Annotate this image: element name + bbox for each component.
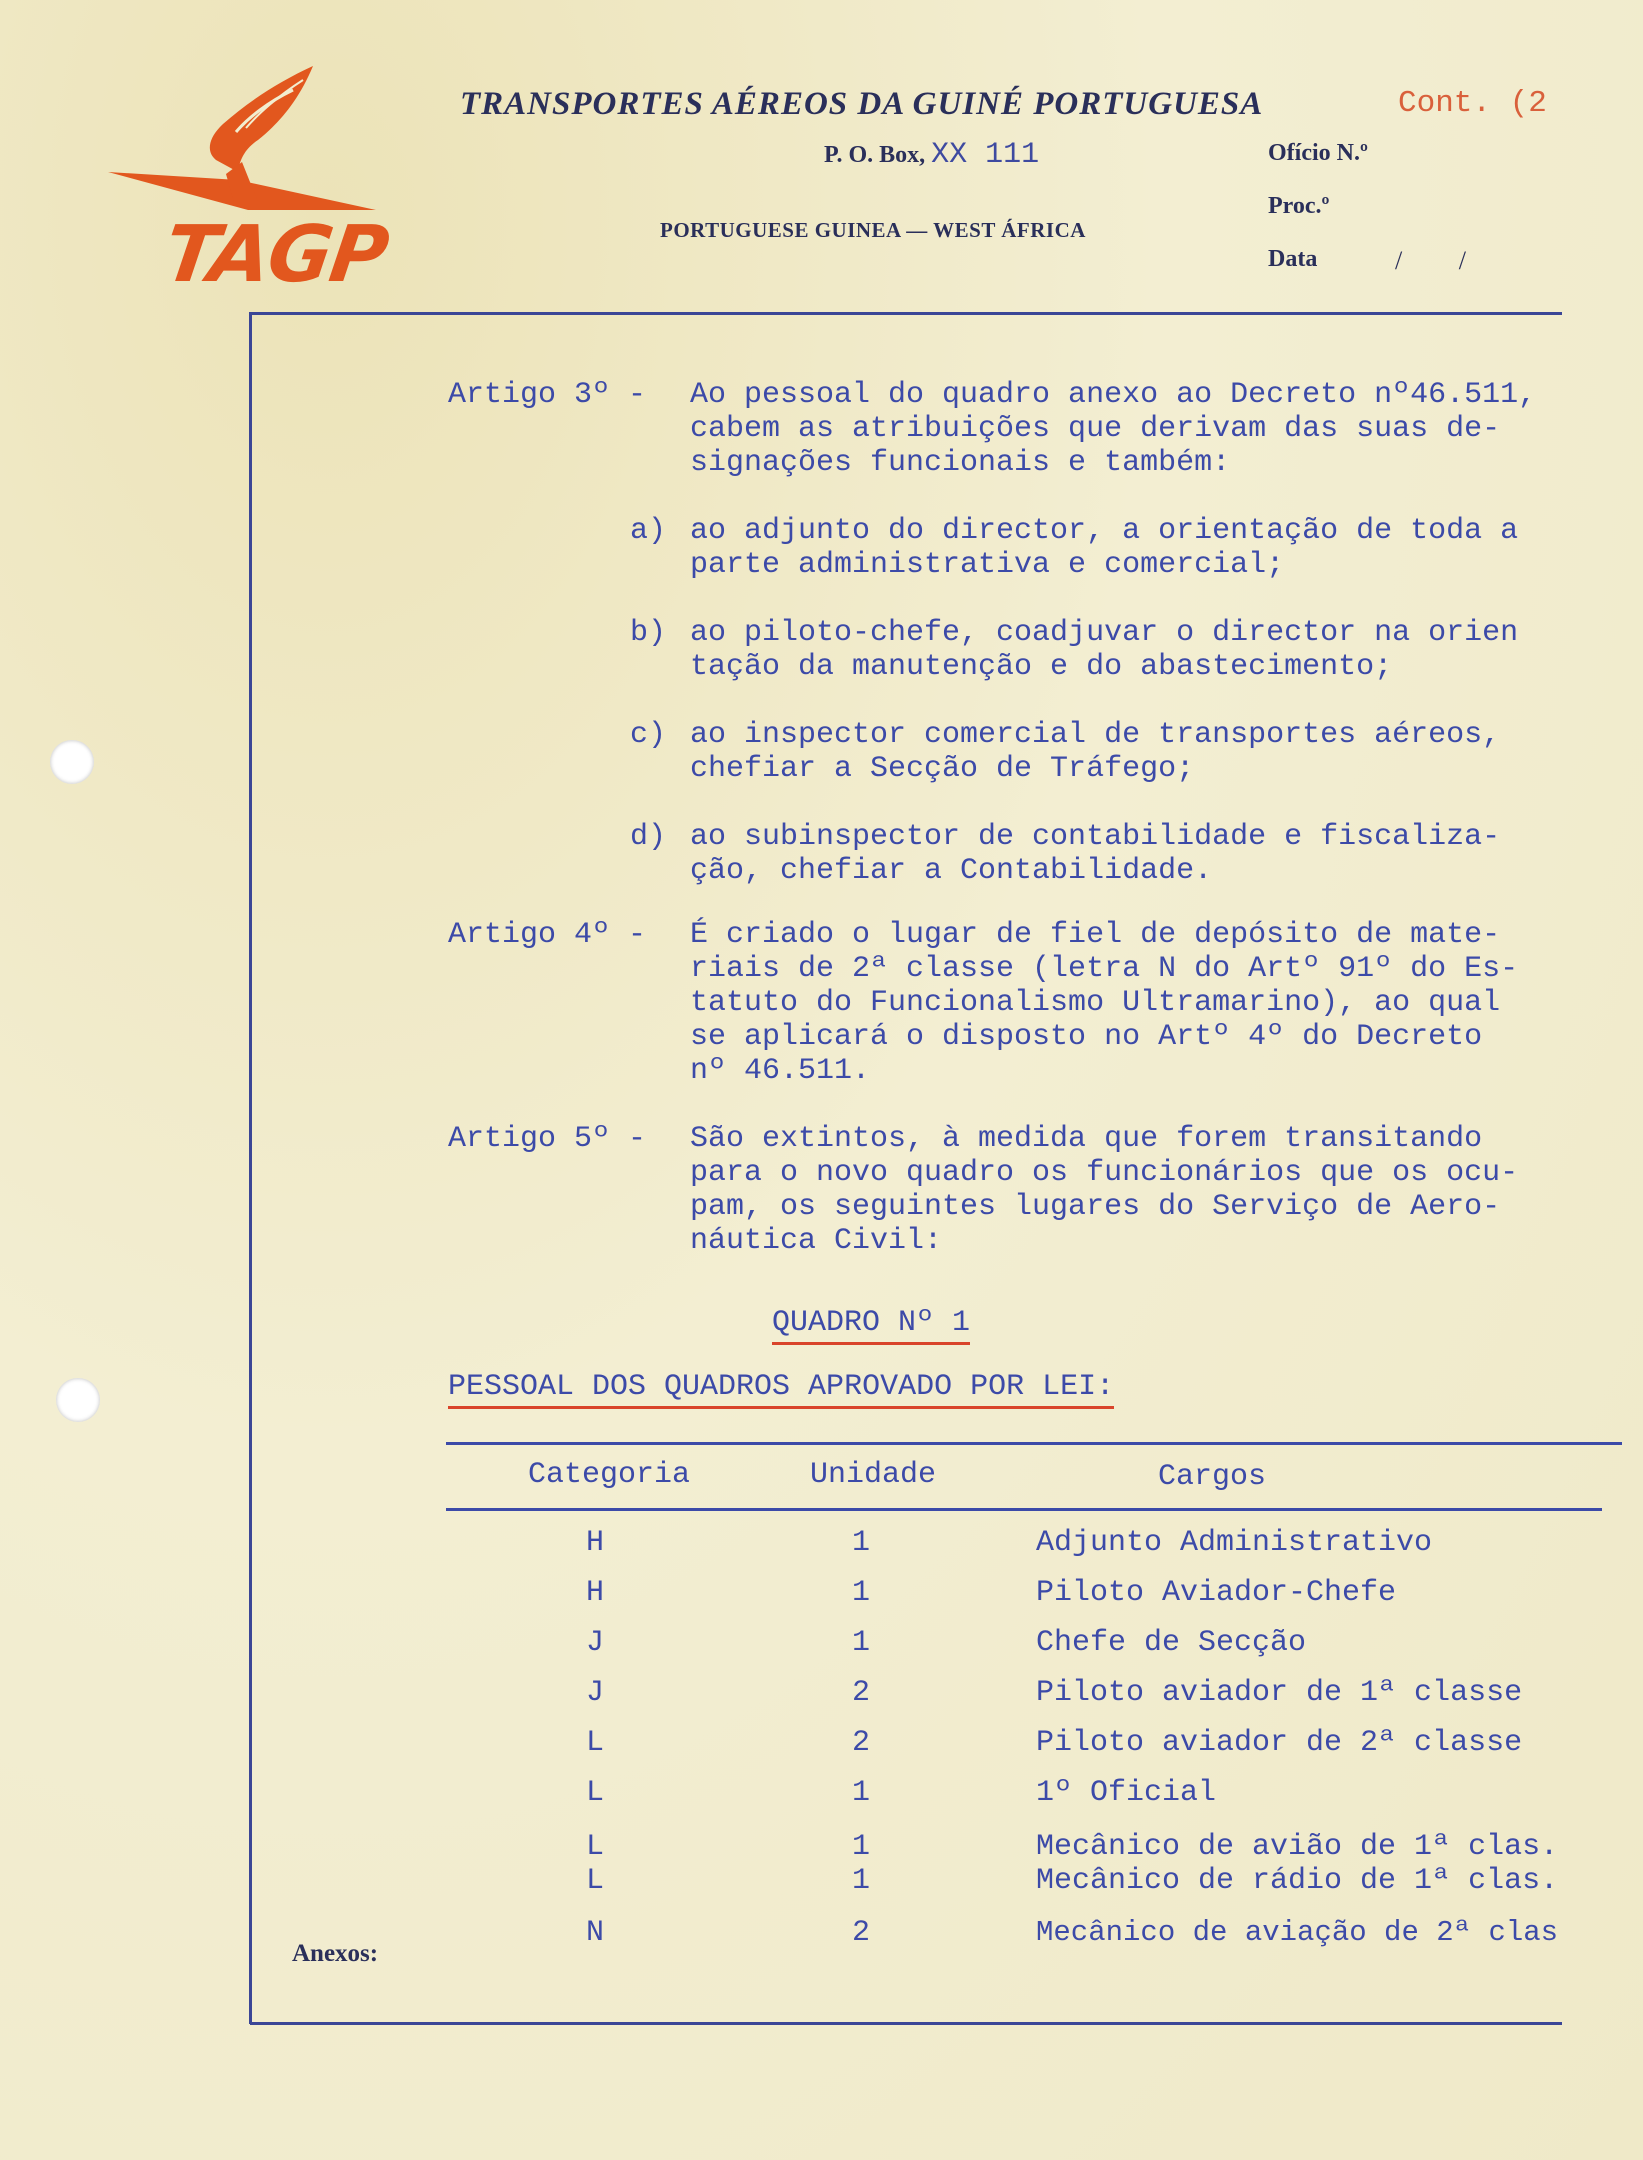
table-cell-cargo: Piloto aviador de 1ª classe bbox=[1036, 1676, 1523, 1710]
table-cell-cargo: 1º Oficial bbox=[1036, 1776, 1217, 1810]
logo-wordmark: TAGP bbox=[158, 210, 393, 300]
table-cell-categoria: J bbox=[586, 1626, 605, 1660]
proc-label: Proc.º bbox=[1268, 193, 1330, 219]
item-line: ao piloto-chefe, coadjuvar o director na orien bbox=[690, 616, 1519, 650]
artigo5-line: São extintos, à medida que forem transitando bbox=[690, 1122, 1483, 1156]
item-line: ao inspector comercial de transportes aéreos, bbox=[690, 718, 1501, 752]
table-cell-categoria: L bbox=[586, 1830, 605, 1864]
punch-hole bbox=[50, 740, 94, 784]
table-cell-categoria: J bbox=[586, 1676, 605, 1710]
section-title-text: PESSOAL DOS QUADROS APROVADO POR LEI: bbox=[448, 1370, 1114, 1409]
table-cell-unidade: 1 bbox=[852, 1526, 871, 1560]
artigo3-line: Ao pessoal do quadro anexo ao Decreto nº46.511, bbox=[690, 378, 1537, 412]
item-line: parte administrativa e comercial; bbox=[690, 548, 1285, 582]
table-cell-unidade: 1 bbox=[852, 1864, 871, 1898]
frame-bottom-rule bbox=[250, 2022, 1562, 2025]
po-box-label: P. O. Box, bbox=[824, 142, 926, 168]
continuation-mark: Cont. (2 bbox=[1398, 86, 1547, 121]
item-line: ao adjunto do director, a orientação de toda a bbox=[690, 514, 1519, 548]
frame-top-rule bbox=[250, 312, 1562, 315]
frame-left-rule bbox=[249, 312, 252, 2024]
artigo5-line: pam, os seguintes lugares do Serviço de Aero- bbox=[690, 1190, 1501, 1224]
anexos-label: Anexos: bbox=[292, 1940, 379, 1967]
artigo4-line: riais de 2ª classe (letra N do Artº 91º do Es- bbox=[690, 952, 1519, 986]
table-cell-unidade: 2 bbox=[852, 1676, 871, 1710]
table-header-categoria: Categoria bbox=[528, 1458, 691, 1492]
table-cell-categoria: N bbox=[586, 1916, 605, 1950]
quadro-title bbox=[772, 1306, 970, 1340]
artigo3-line: cabem as atribuições que derivam das suas de- bbox=[690, 412, 1501, 446]
company-name: TRANSPORTES AÉREOS DA GUINÉ PORTUGUESA bbox=[460, 86, 1264, 122]
item-letter: b) bbox=[630, 616, 667, 650]
table-cell-categoria: L bbox=[586, 1726, 605, 1760]
table-cell-cargo: Chefe de Secção bbox=[1036, 1626, 1307, 1660]
location: PORTUGUESE GUINEA — WEST ÁFRICA bbox=[660, 218, 1086, 242]
artigo4-line: nº 46.511. bbox=[690, 1054, 871, 1088]
quadro-title-text: QUADRO Nº 1 bbox=[772, 1306, 970, 1345]
oficio-label: Ofício N.º bbox=[1268, 140, 1368, 166]
item-line: ao subinspector de contabilidade e fiscaliza- bbox=[690, 820, 1501, 854]
table-cell-unidade: 1 bbox=[852, 1776, 871, 1810]
table-cell-unidade: 1 bbox=[852, 1576, 871, 1610]
table-cell-categoria: L bbox=[586, 1776, 605, 1810]
po-box-number: XX 111 bbox=[931, 138, 1040, 172]
table-cell-cargo: Mecânico de rádio de 1ª clas. bbox=[1036, 1864, 1559, 1898]
table-cell-unidade: 1 bbox=[852, 1626, 871, 1660]
artigo3-label: Artigo 3º - bbox=[448, 378, 647, 412]
item-line: ção, chefiar a Contabilidade. bbox=[690, 854, 1213, 888]
table-cell-categoria: H bbox=[586, 1576, 605, 1610]
table-cell-categoria: H bbox=[586, 1526, 605, 1560]
table-cell-cargo: Mecânico de avião de 1ª clas. bbox=[1036, 1830, 1559, 1864]
artigo5-line: náutica Civil: bbox=[690, 1224, 943, 1258]
artigo4-label: Artigo 4º - bbox=[448, 918, 647, 952]
data-label: Data bbox=[1268, 246, 1318, 272]
item-letter: c) bbox=[630, 718, 667, 752]
table-cell-cargo: Piloto aviador de 2ª classe bbox=[1036, 1726, 1523, 1760]
artigo4-line: se aplicará o disposto no Artº 4º do Decreto bbox=[690, 1020, 1483, 1054]
item-letter: a) bbox=[630, 514, 667, 548]
item-line: tação da manutenção e do abastecimento; bbox=[690, 650, 1393, 684]
artigo4-line: tatuto do Funcionalismo Ultramarino), ao qual bbox=[690, 986, 1501, 1020]
table-cell-unidade: 2 bbox=[852, 1916, 871, 1950]
table-cell-unidade: 1 bbox=[852, 1830, 871, 1864]
artigo3-line: signações funcionais e também: bbox=[690, 446, 1231, 480]
table-header-unidade: Unidade bbox=[810, 1458, 937, 1492]
table-cell-cargo: Piloto Aviador-Chefe bbox=[1036, 1576, 1397, 1610]
table-cell-cargo: Adjunto Administrativo bbox=[1036, 1526, 1433, 1560]
table-header-rule bbox=[446, 1508, 1602, 1511]
table-top-rule bbox=[446, 1442, 1622, 1445]
punch-hole bbox=[56, 1378, 100, 1422]
po-box bbox=[824, 138, 1039, 172]
data-value: / / bbox=[1395, 246, 1466, 275]
section-title bbox=[448, 1370, 1114, 1404]
table-cell-categoria: L bbox=[586, 1864, 605, 1898]
table-cell-unidade: 2 bbox=[852, 1726, 871, 1760]
item-letter: d) bbox=[630, 820, 667, 854]
table-header-cargos: Cargos bbox=[1158, 1460, 1267, 1494]
artigo5-label: Artigo 5º - bbox=[448, 1122, 647, 1156]
artigo4-line: É criado o lugar de fiel de depósito de mate- bbox=[690, 918, 1501, 952]
table-cell-cargo: Mecânico de aviação de 2ª clas bbox=[1036, 1916, 1559, 1949]
artigo5-line: para o novo quadro os funcionários que os ocu- bbox=[690, 1156, 1519, 1190]
item-line: chefiar a Secção de Tráfego; bbox=[690, 752, 1195, 786]
